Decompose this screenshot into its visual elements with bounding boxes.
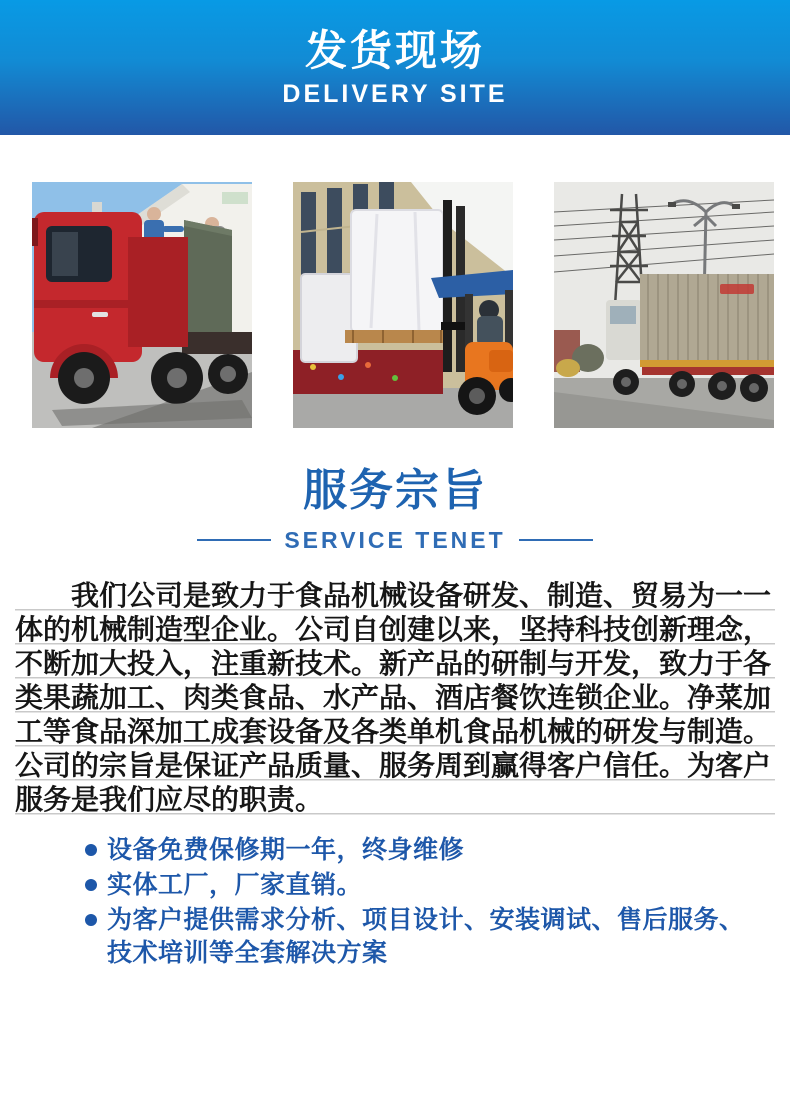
- delivery-photos-row: [32, 182, 790, 428]
- container: [640, 274, 774, 367]
- red-truck-illustration: [32, 182, 252, 428]
- forklift-illustration: [293, 182, 513, 428]
- service-tenet-title-zh: 服务宗旨: [303, 466, 487, 515]
- company-intro-paragraph: 我们公司是致力于食品机械设备研发、制造、贸易为一一体的机械制造型企业。公司自创建以来，坚持科技创新理念，不断加大投入，注重新技术。新产品的研制与开发，致力于各类果蔬加工、肉类食品、水产品、酒店餐饮连锁企业。净菜加工等食品深加工成套设备及各类单机食品机械的研发与制造。公司的宗旨是保证产品质量、服务周到赢得客户信任。为客户服务是我们应尽的职责。: [15, 579, 775, 817]
- photo-forklift-loading: [293, 182, 513, 428]
- service-tenet-subtitle: [0, 528, 790, 552]
- delivery-site-banner: [0, 0, 790, 135]
- bullet-dot-icon: [85, 879, 97, 891]
- photo-container-truck: [554, 182, 774, 428]
- bullet-dot-icon: [85, 844, 97, 856]
- container-truck-illustration: [554, 182, 774, 428]
- photo-red-truck-loading: [32, 182, 252, 428]
- bullet-item-solutions: 为客户提供需求分析、项目设计、安装调试、售后服务、技术培训等全套解决方案: [85, 904, 745, 970]
- subtitle-rule-left: [197, 539, 271, 541]
- subtitle-rule-right: [519, 539, 593, 541]
- banner-title-en: DELIVERY SITE: [282, 79, 508, 108]
- bullet-dot-icon: [85, 914, 97, 926]
- banner-title-zh: 发货现场: [304, 26, 485, 74]
- bullet-item-factory: 实体工厂，厂家直销。: [85, 869, 745, 902]
- service-bullet-list: [85, 834, 745, 970]
- bullet-item-warranty: 设备免费保修期一年，终身维修: [85, 834, 745, 867]
- service-tenet-title-en: SERVICE TENET: [284, 527, 506, 553]
- service-tenet-section: [0, 467, 790, 970]
